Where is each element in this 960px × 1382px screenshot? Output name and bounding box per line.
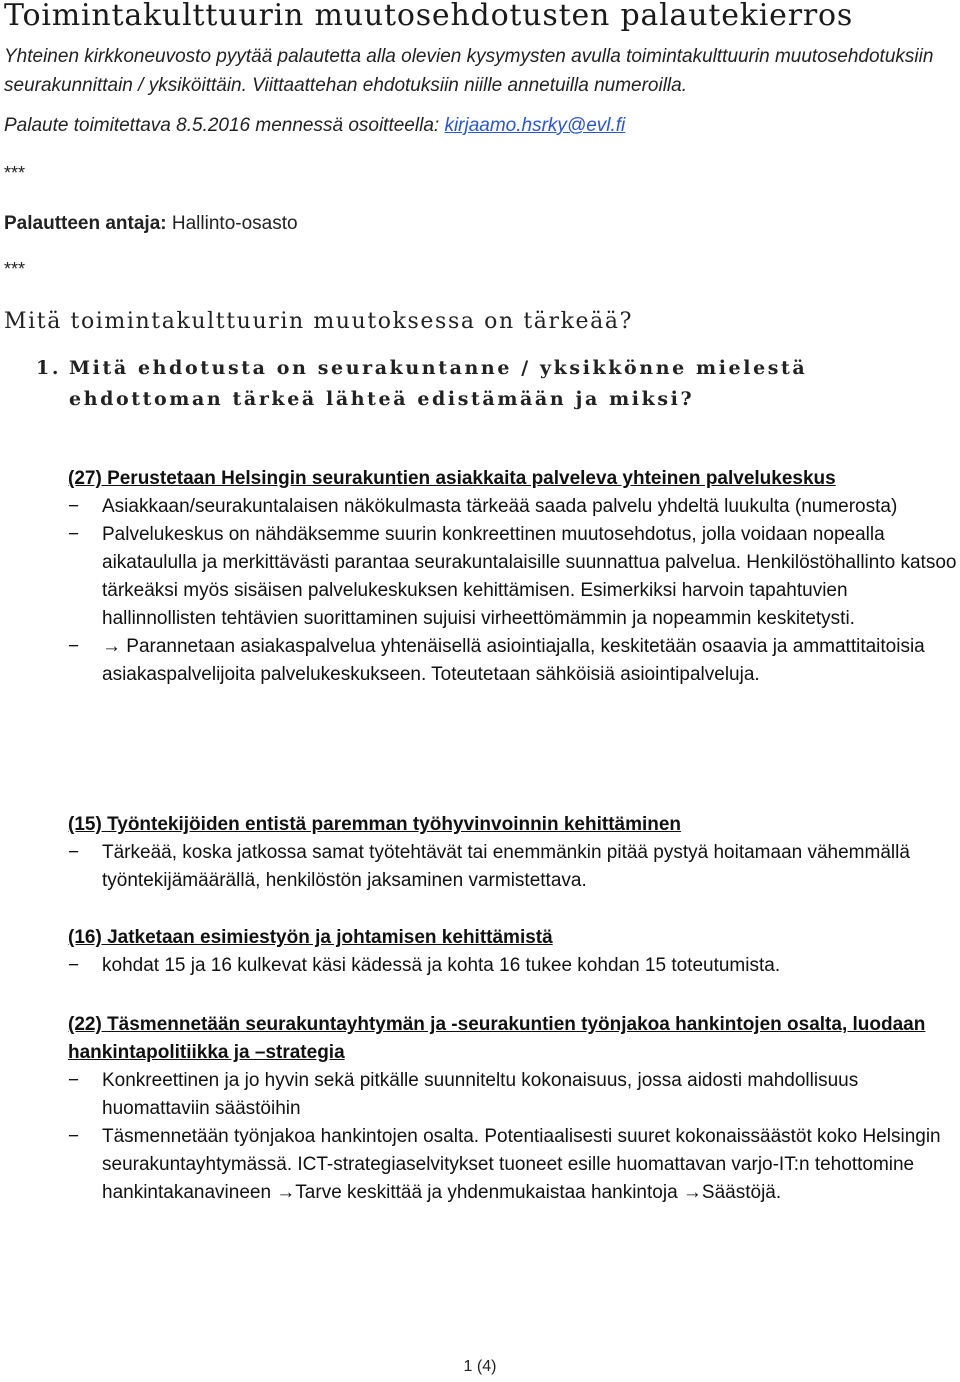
topic-heading: (27) Perustetaan Helsingin seurakuntien asiakkaita palveleva yhteinen palvelukeskus bbox=[68, 468, 836, 489]
email-link[interactable]: kirjaamo.hsrky@evl.fi bbox=[444, 115, 626, 136]
list-item bbox=[68, 839, 958, 895]
topic-heading: (15) Työntekijöiden entistä paremman työhyvinvoinnin kehittäminen bbox=[68, 814, 682, 835]
bullet-text: Palvelukeskus on nähdäksemme suurin konkreettinen muutosehdotus, jolla voidaan nopealla aikataululla ja merkittävästi parantaa seurakuntalaisille suunnattua palvelua. Henkilöstöhallinto katsoo tärkeäksi myös sisäisen palvelukeskuksen kehittämisen. Esimerkiksi harvoin tapahtuvien hallinnollisten tehtävien suorittaminen sujuisi virheettömämmin ja nopeammin keskitetysti. bbox=[102, 524, 957, 629]
deadline-line bbox=[4, 115, 625, 137]
bullet-text: → Parannetaan asiakaspalvelua yhtenäisellä asiointiajalla, keskitetään osaavia ja ammattitaitoisia asiakaspalvelijoita palvelukeskukseen. Toteutetaan sähköisiä asiointipalveluja. bbox=[102, 636, 925, 685]
intro-text: Yhteinen kirkkoneuvosto pyytää palautetta alla olevien kysymysten avulla toimintakulttuurin muutosehdotuksiin seurakunnittain / yksiköittäin. Viittaattehan ehdotuksiin niille annetuilla numeroilla. bbox=[4, 46, 934, 96]
feedback-giver-label: Palautteen antaja: bbox=[4, 213, 167, 234]
bullet-text: Täsmennetään työnjakoa hankintojen osalta. Potentiaalisesti suuret kokonaissäästöt koko Helsingin seurakuntayhtymässä. ICT-strategiaselvitykset tuoneet esille huomattavan varjo-IT:n tehottomine hankintakanavineen →Tarve keskittää ja yhdenmukaistaa hankintoja →Säästöjä. bbox=[102, 1126, 941, 1203]
bullet-text: Tärkeää, koska jatkossa samat työtehtävät tai enemmänkin pitää pystyä hoitamaan vähemmällä työntekijämäärällä, henkilöstön jaksaminen varmistettava. bbox=[102, 842, 910, 891]
page-number: 1 (4) bbox=[463, 1358, 497, 1375]
list-item bbox=[68, 1067, 958, 1123]
dash-marker: − bbox=[68, 842, 80, 863]
list-item bbox=[68, 521, 958, 633]
topic-15 bbox=[68, 811, 958, 895]
question-text: Mitä ehdotusta on seurakuntanne / yksikkönne mielestä ehdottoman tärkeä lähteä edistämään ja miksi? bbox=[69, 357, 808, 410]
feedback-giver-value: Hallinto-osasto bbox=[171, 213, 298, 234]
document-title: Toimintakulttuurin muutosehdotusten palautekierros bbox=[4, 0, 854, 33]
topic-27 bbox=[68, 465, 958, 689]
topic-22 bbox=[68, 1011, 958, 1207]
dash-marker: − bbox=[68, 496, 80, 517]
bullet-text: Asiakkaan/seurakuntalaisen näkökulmasta tärkeää saada palvelu yhdeltä luukulta (numerosta) bbox=[102, 496, 898, 517]
separator-2: *** bbox=[4, 259, 26, 279]
bullet-text: Konkreettinen ja jo hyvin sekä pitkälle suunniteltu kokonaisuus, jossa aidosti mahdollisuus huomattaviin säästöihin bbox=[102, 1070, 859, 1119]
topic-16 bbox=[68, 924, 958, 980]
list-item bbox=[68, 1123, 958, 1207]
list-item bbox=[68, 493, 958, 521]
dash-marker: − bbox=[68, 1070, 80, 1091]
question-1 bbox=[36, 353, 946, 415]
topic-heading: (22) Täsmennetään seurakuntayhtymän ja -seurakuntien työnjakoa hankintojen osalta, luodaan hankintapolitiikka ja –strategia bbox=[68, 1014, 926, 1063]
separator-1: *** bbox=[4, 163, 26, 183]
list-item bbox=[68, 633, 958, 689]
feedback-giver bbox=[4, 213, 298, 235]
topic-heading: (16) Jatketaan esimiestyön ja johtamisen kehittämistä bbox=[68, 927, 553, 948]
deadline-text: Palaute toimitettava 8.5.2016 mennessä osoitteella: bbox=[4, 115, 445, 136]
list-item bbox=[68, 952, 958, 980]
question-number: 1. bbox=[36, 357, 62, 379]
dash-marker: − bbox=[68, 524, 80, 545]
dash-marker: − bbox=[68, 636, 80, 657]
bullet-text: kohdat 15 ja 16 kulkevat käsi kädessä ja kohta 16 tukee kohdan 15 toteutumista. bbox=[102, 955, 781, 976]
section-heading: Mitä toimintakulttuurin muutoksessa on tärkeää? bbox=[4, 309, 634, 334]
dash-marker: − bbox=[68, 955, 80, 976]
dash-marker: − bbox=[68, 1126, 80, 1147]
